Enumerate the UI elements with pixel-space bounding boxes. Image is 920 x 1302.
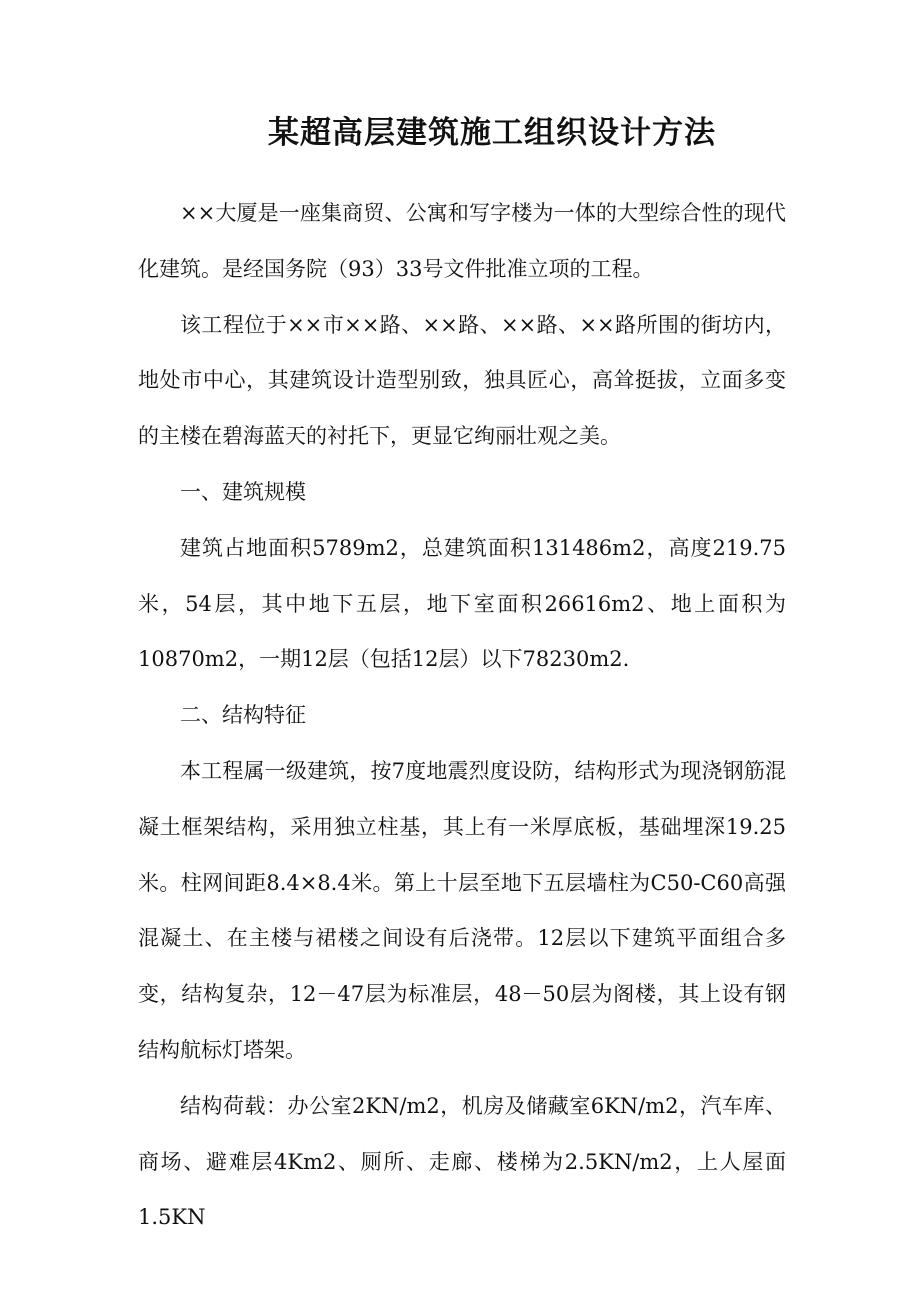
paragraph-structure: 本工程属一级建筑，按7度地震烈度设防，结构形式为现浇钢筋混凝土框架结构，采用独立柱基，其上有一米厚底板，基础埋深19.25米。柱网间距8.4×8.4米。第上十层至地下五层墙柱为C50-C60高强混凝土、在主楼与裙楼之间设有后浇带。12层以下建筑平面组合多变，结构复杂，12－47层为标准层，48－50层为阁楼，其上设有钢结构航标灯塔架。	[138, 758, 786, 1062]
section-heading-building-scale: 一、建筑规模	[180, 479, 306, 504]
document-body	[138, 186, 786, 1246]
paragraph-loads: 结构荷载：办公室2KN/m2，机房及储藏室6KN/m2，汽车库、商场、避难层4Km2、厕所、走廊、楼梯为2.5KN/m2，上人屋面1.5KN	[138, 1093, 786, 1230]
section-heading-structure: 二、结构特征	[180, 703, 306, 728]
paragraph-building-scale: 建筑占地面积5789m2，总建筑面积131486m2，高度219.75米，54层，其中地下五层，地下室面积26616m2、地上面积为10870m2，一期12层（包括12层）以下78230m2.	[138, 535, 786, 672]
paragraph-intro: ××大厦是一座集商贸、公寓和写字楼为一体的大型综合性的现代化建筑。是经国务院（93）33号文件批准立项的工程。	[138, 201, 786, 281]
document-title: 某超高层建筑施工组织设计方法	[268, 115, 716, 151]
paragraph-location: 该工程位于××市××路、××路、××路、××路所围的街坊内，地处市中心，其建筑设计造型别致，独具匠心，高耸挺拔，立面多变的主楼在碧海蓝天的衬托下，更显它绚丽壮观之美。	[138, 312, 786, 449]
